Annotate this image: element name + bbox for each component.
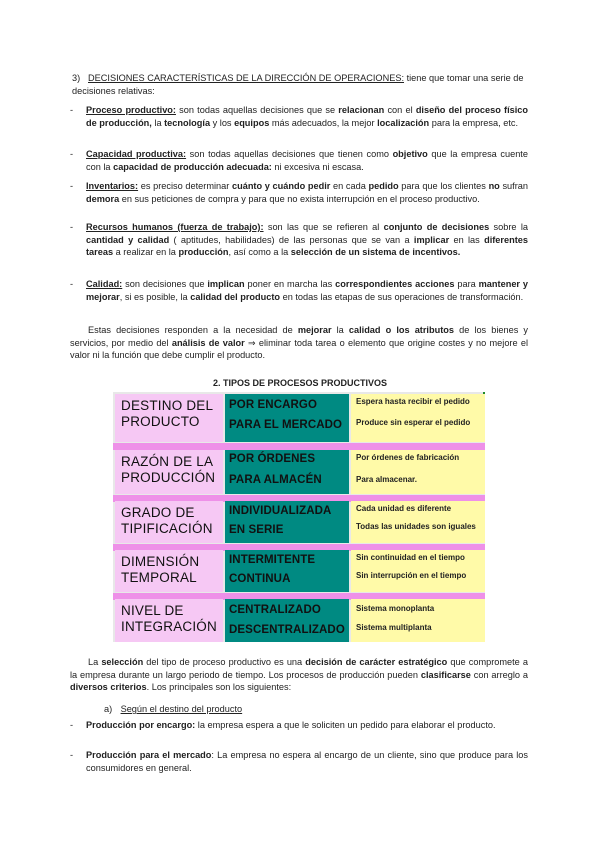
- list-item-text: [86, 719, 528, 732]
- text-run: ( aptitudes, habilidades) de las personas que se van a: [169, 234, 414, 245]
- section-intro: tiene que tomar una serie de decisiones relativas:: [72, 73, 524, 96]
- text-run: localización: [377, 117, 430, 128]
- process-type-description: Sin continuidad en el tiempo: [356, 553, 465, 562]
- text-run: : La empresa no espera al encargo de un cliente, sino que produce para los consumidores en general.: [86, 750, 528, 773]
- list-item: [70, 749, 528, 774]
- type-cell: [225, 450, 349, 494]
- table-row: [113, 599, 485, 642]
- bullet-dash: -: [70, 720, 74, 730]
- type-cell: [225, 599, 349, 642]
- text-run: sobre la: [489, 222, 528, 232]
- text-run: calidad del producto: [190, 291, 281, 302]
- process-type-description: Para almacenar.: [356, 475, 417, 484]
- criterion-label-line: PRODUCTO: [121, 414, 200, 429]
- text-run: sufran: [499, 181, 528, 191]
- description-cell: [351, 599, 485, 642]
- table-row: [113, 450, 485, 494]
- criterion-label: [121, 505, 213, 537]
- table-row: [113, 501, 485, 543]
- bullet-dash: -: [70, 149, 74, 159]
- process-type-label: POR ENCARGO: [229, 399, 317, 411]
- criterion-label-line: TEMPORAL: [121, 570, 197, 585]
- text-run: ni excesiva ni escasa.: [271, 161, 364, 172]
- criterion-label: [121, 398, 213, 430]
- list-item: [70, 278, 528, 303]
- text-run: con arreglo a: [470, 669, 528, 680]
- criterion-label-line: DIMENSIÓN: [121, 554, 200, 569]
- text-run: selección: [101, 657, 144, 667]
- criterion-cell: [115, 450, 223, 494]
- text-run: pedido: [368, 181, 399, 191]
- text-run: selección de un sistema de incentivos.: [290, 247, 461, 258]
- text-run: Producción para el mercado: [86, 750, 212, 760]
- description-cell: [351, 394, 485, 442]
- text-run: , si es posible, la: [119, 291, 191, 302]
- text-run: , así como a la: [228, 247, 291, 258]
- paragraph: [70, 324, 528, 362]
- text-run: capacidad de producción adecuada:: [113, 161, 272, 172]
- process-type-description: Sistema multiplanta: [356, 623, 432, 632]
- text-run: son las que se refieren al: [263, 222, 384, 232]
- list-item-text: [86, 221, 528, 259]
- text-run: conjunto de decisiones: [383, 222, 490, 232]
- text-run: Estas decisiones responden a la necesidad de: [88, 325, 298, 335]
- text-run: de los bienes y servicios, por medio del: [70, 325, 528, 348]
- description-cell: [351, 550, 485, 592]
- process-type-label: CENTRALIZADO: [229, 604, 321, 616]
- criterion-cell: [115, 501, 223, 543]
- text-run: implicar: [413, 234, 450, 245]
- process-type-label: PARA ALMACÉN: [229, 474, 322, 486]
- list-item-text: [86, 148, 528, 173]
- text-run: poner en marcha las: [244, 279, 336, 289]
- list-item-text: [86, 749, 528, 774]
- subsection-label: a): [104, 704, 113, 714]
- list-item-text: [86, 104, 528, 129]
- text-run: a realizar en la: [113, 247, 179, 258]
- description-cell: [351, 450, 485, 494]
- list-item-text: [86, 180, 528, 205]
- text-run: calidad o los atributos: [348, 325, 454, 335]
- criterion-label-line: PRODUCCIÓN: [121, 470, 216, 485]
- text-run: la empresa espera a que le soliciten un pedido para elaborar el producto.: [195, 720, 496, 730]
- text-run: análisis de valor: [171, 337, 245, 348]
- bullet-dash: -: [70, 181, 74, 191]
- table-row: [113, 550, 485, 592]
- text-run: La: [88, 657, 102, 667]
- process-type-description: Cada unidad es diferente: [356, 504, 452, 513]
- process-type-description: Produce sin esperar el pedido: [356, 418, 471, 427]
- text-run: producción: [178, 247, 229, 258]
- list-item: [70, 221, 528, 259]
- text-run: diferentes tareas: [86, 234, 528, 258]
- criterion-label: [121, 603, 217, 635]
- text-run: que compromete a la empresa durante un largo periodo de tiempo. Los procesos de producción pueden: [70, 657, 528, 680]
- text-run: diseño del proceso físico de producción,: [86, 105, 529, 128]
- text-run: con el: [384, 105, 416, 115]
- text-run: en las: [449, 234, 485, 245]
- criterion-label: [121, 554, 199, 586]
- text-run: para la empresa, etc.: [429, 117, 519, 128]
- list-item: [70, 104, 528, 129]
- text-run: ⇒ eliminar toda tarea o elemento que origine costes y no mejore el valor ni la función que debe cumplir el producto.: [70, 337, 528, 361]
- criterion-label-line: NIVEL DE: [121, 603, 184, 618]
- text-run: relacionan: [338, 105, 385, 115]
- text-run: más adecuados, la mejor: [269, 117, 378, 128]
- type-cell: [225, 394, 349, 442]
- criterion-label-line: RAZÓN DE LA: [121, 454, 214, 469]
- text-run: decisión de carácter estratégico: [305, 657, 448, 667]
- criterion-label: [121, 454, 215, 486]
- text-run: en sus peticiones de compra y para que no exista interrupción en el proceso productivo.: [119, 193, 480, 204]
- section-2-title: 2. TIPOS DE PROCESOS PRODUCTIVOS: [212, 378, 388, 388]
- section-title: DECISIONES CARACTERÍSTICAS DE LA DIRECCIÓN DE OPERACIONES:: [88, 73, 405, 83]
- process-type-description: Todas las unidades son iguales: [356, 522, 476, 531]
- bullet-dash: -: [70, 279, 74, 289]
- bullet-dash: -: [70, 750, 74, 760]
- text-run: es preciso determinar: [138, 181, 232, 191]
- text-run: Capacidad productiva:: [86, 149, 187, 159]
- text-run: Inventarios:: [86, 181, 139, 191]
- text-run: cantidad y calidad: [86, 234, 170, 245]
- text-run: Producción por encargo:: [86, 720, 196, 730]
- text-run: para: [454, 279, 479, 289]
- criterion-label-line: GRADO DE: [121, 505, 195, 520]
- process-type-description: Por órdenes de fabricación: [356, 453, 460, 462]
- bullet-dash: -: [70, 105, 74, 115]
- type-cell: [225, 550, 349, 592]
- list-item: [70, 180, 528, 205]
- process-type-description: Espera hasta recibir el pedido: [356, 397, 470, 406]
- text-run: en todas las etapas de sus operaciones de transformación.: [280, 291, 524, 302]
- process-type-label: INDIVIDUALIZADA: [229, 505, 332, 517]
- paragraph: [70, 656, 528, 694]
- text-run: la: [331, 325, 349, 335]
- type-cell: [225, 501, 349, 543]
- text-run: demora: [86, 193, 120, 204]
- text-run: implican: [207, 279, 245, 289]
- text-run: clasificarse: [420, 669, 471, 680]
- process-type-label: CONTINUA: [229, 573, 291, 585]
- text-run: Calidad:: [86, 279, 123, 289]
- process-type-description: Sistema monoplanta: [356, 604, 435, 613]
- text-run: son todas aquellas decisiones que se: [175, 105, 339, 115]
- list-item-text: [86, 278, 528, 303]
- process-types-table: [113, 392, 485, 642]
- table-row: [113, 394, 485, 442]
- process-type-label: POR ÓRDENES: [229, 453, 316, 465]
- subsection-a: [104, 703, 242, 716]
- text-run: objetivo: [392, 149, 428, 159]
- section-3-heading: [72, 72, 528, 97]
- text-run: cuánto y cuándo pedir: [231, 181, 331, 191]
- text-run: que la empresa cuente con la: [86, 149, 528, 172]
- text-run: Recursos humanos (fuerza de trabajo):: [86, 222, 264, 232]
- text-run: diversos criterios: [70, 682, 147, 693]
- list-item: [70, 719, 528, 732]
- text-run: equipos: [234, 117, 270, 128]
- process-type-label: EN SERIE: [229, 524, 284, 536]
- subsection-title: Según el destino del producto: [120, 704, 243, 714]
- criterion-cell: [115, 550, 223, 592]
- criterion-cell: [115, 599, 223, 642]
- process-type-description: Sin interrupción en el tiempo: [356, 571, 467, 580]
- section-number: 3): [72, 73, 81, 83]
- bullet-dash: -: [70, 222, 74, 232]
- criterion-label-line: TIPIFICACIÓN: [121, 521, 213, 536]
- row-separator: [113, 443, 485, 450]
- criterion-label-line: DESTINO DEL: [121, 398, 214, 413]
- list-item: [70, 148, 528, 173]
- text-run: en cada: [330, 181, 369, 191]
- text-run: para que los clientes: [398, 181, 489, 191]
- text-run: del tipo de proceso productivo es una: [143, 657, 306, 667]
- process-type-label: PARA EL MERCADO: [229, 419, 343, 431]
- text-run: correspondientes acciones: [335, 279, 455, 289]
- text-run: mejorar: [297, 325, 332, 335]
- process-type-label: INTERMITENTE: [229, 554, 316, 566]
- description-cell: [351, 501, 485, 543]
- process-type-label: DESCENTRALIZADO: [229, 624, 345, 636]
- text-run: la: [151, 117, 165, 128]
- criterion-cell: [115, 394, 223, 442]
- text-run: Proceso productivo:: [86, 105, 176, 115]
- text-run: mantener y mejorar: [86, 279, 528, 302]
- text-run: son todas aquellas decisiones que tienen como: [186, 149, 393, 159]
- text-run: y los: [210, 117, 235, 128]
- criterion-label-line: INTEGRACIÓN: [121, 619, 217, 634]
- text-run: son decisiones que: [122, 279, 208, 289]
- text-run: no: [488, 181, 500, 191]
- text-run: . Los principales son los siguientes:: [146, 682, 292, 693]
- text-run: tecnología: [164, 117, 211, 128]
